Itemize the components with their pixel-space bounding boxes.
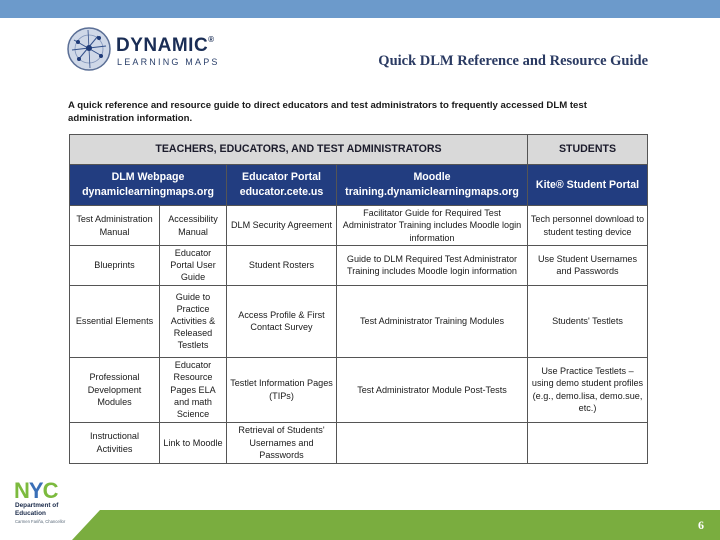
table-row [70, 285, 648, 357]
table-cell [528, 422, 648, 463]
table-row [70, 357, 648, 422]
table-cell: DLM Security Agreement [227, 206, 337, 246]
table-cell: Testlet Information Pages (TIPs) [227, 357, 337, 422]
table-cell: Test Administrator Training Modules [337, 285, 528, 357]
dlm-logo [66, 26, 226, 78]
table-row [70, 422, 648, 463]
globe-network-icon [66, 26, 112, 72]
table-cell: Test Administration Manual [70, 206, 160, 246]
table-cell: Educator Portal User Guide [160, 246, 227, 286]
table-cell [337, 422, 528, 463]
table-row [70, 246, 648, 286]
table-cell: Link to Moodle [160, 422, 227, 463]
logo-subtitle: LEARNING MAPS [117, 57, 220, 67]
table-cell: Use Practice Testlets – using demo student profiles (e.g., demo.lisa, demo.sue, etc.) [528, 357, 648, 422]
page-title: Quick DLM Reference and Resource Guide [378, 53, 648, 69]
column-moodle: Moodle training.dynamiclearningmaps.org [337, 165, 528, 206]
column-header-row [70, 165, 648, 206]
table-cell: Accessibility Manual [160, 206, 227, 246]
table-cell: Access Profile & First Contact Survey [227, 285, 337, 357]
table-cell: Blueprints [70, 246, 160, 286]
department-name: Department of Education [15, 502, 59, 517]
table-cell: Use Student Usernames and Passwords [528, 246, 648, 286]
table-cell: Tech personnel download to student testing device [528, 206, 648, 246]
column-educator-portal: Educator Portal educator.cete.us [227, 165, 337, 206]
group-teachers: TEACHERS, EDUCATORS, AND TEST ADMINISTRATORS [70, 135, 528, 165]
table-cell: Professional Development Modules [70, 357, 160, 422]
table-cell: Facilitator Guide for Required Test Administrator Training includes Moodle login information [337, 206, 528, 246]
intro-text: A quick reference and resource guide to direct educators and test administrators to frequently accessed DLM test administration information. [68, 100, 587, 124]
group-header-row [70, 135, 648, 165]
table-cell: Educator Resource Pages ELA and math Science [160, 357, 227, 422]
table-cell: Students' Testlets [528, 285, 648, 357]
nyc-letters: NYC [14, 478, 58, 503]
page-number: 6 [698, 518, 704, 532]
top-bar [0, 0, 720, 18]
column-kite-student-portal: Kite® Student Portal [528, 165, 648, 206]
logo-wordmark: DYNAMIC® [116, 35, 215, 56]
table-cell: Student Rosters [227, 246, 337, 286]
nyc-doe-logo [14, 478, 84, 528]
table-cell: Instructional Activities [70, 422, 160, 463]
chancellor-tagline: Carmen Fariña, Chancellor [15, 519, 66, 524]
table-cell: Guide to Practice Activities & Released Testlets [160, 285, 227, 357]
reference-table [69, 134, 648, 464]
column-dlm-webpage: DLM Webpage dynamiclearningmaps.org [70, 165, 227, 206]
group-students: STUDENTS [528, 135, 648, 165]
table-row [70, 206, 648, 246]
table-cell: Essential Elements [70, 285, 160, 357]
table-cell: Test Administrator Module Post-Tests [337, 357, 528, 422]
table-cell: Guide to DLM Required Test Administrator Training includes Moodle login information [337, 246, 528, 286]
bottom-band [0, 510, 720, 540]
table-cell: Retrieval of Students' Usernames and Passwords [227, 422, 337, 463]
